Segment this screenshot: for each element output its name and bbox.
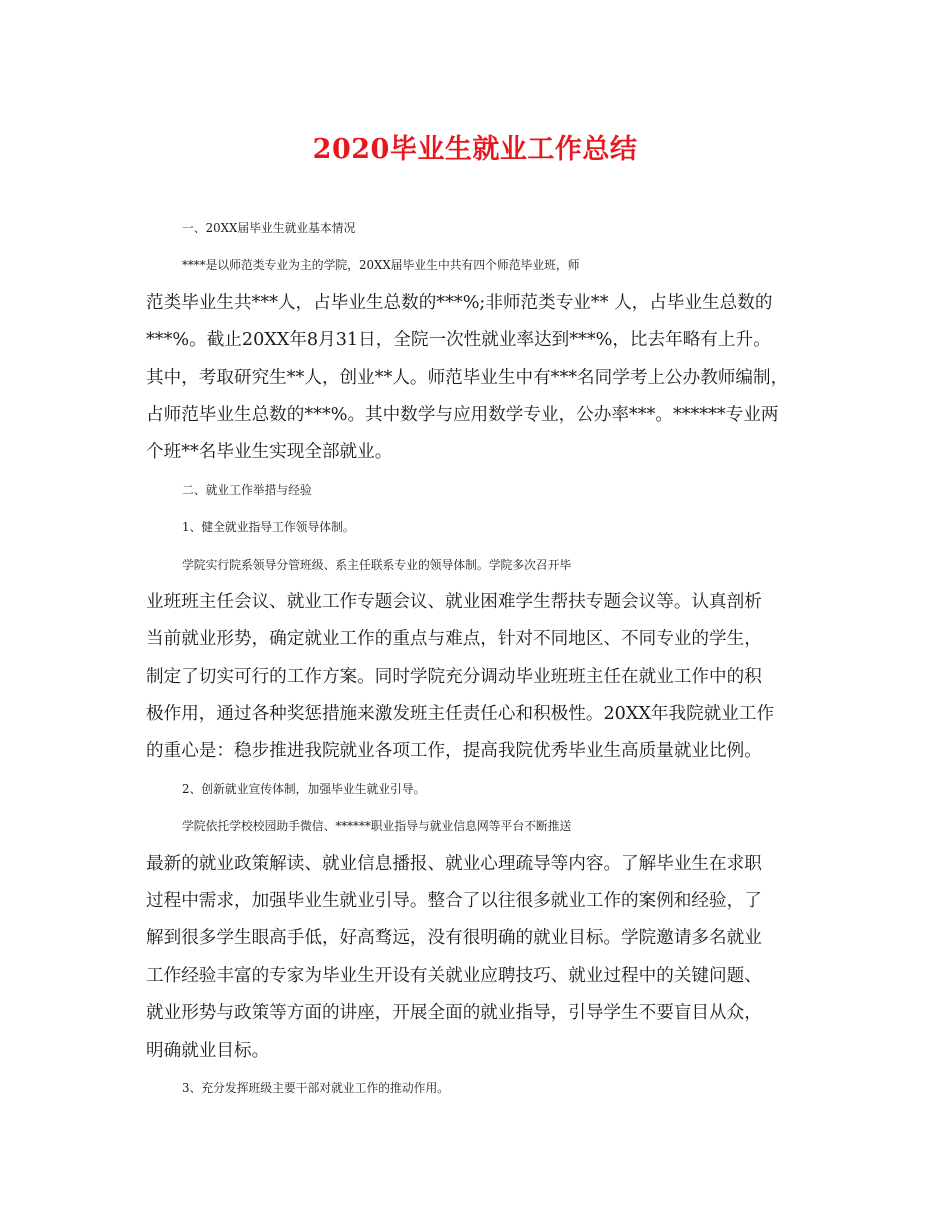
body-line: 其中，考取研究生**人，创业**人。师范毕业生中有***名同学考上公办教师编制， [146, 367, 789, 388]
body-line: 一、20XX届毕业生就业基本情况 [182, 221, 356, 235]
body-line: ****是以师范类专业为主的学院，20XX届毕业生中共有四个师范毕业班，师 [182, 258, 580, 273]
body-line: 3、充分发挥班级主要干部对就业工作的推动作用。 [182, 1080, 450, 1095]
body-line: 二、就业工作举措与经验 [182, 482, 312, 497]
body-line: 占师范毕业生总数的***%。其中数学与应用数学专业，公办率***。******专业两 [146, 404, 779, 425]
document-body [146, 210, 816, 1107]
body-line: 明确就业目标。 [146, 1040, 270, 1061]
body-line: 制定了切实可行的工作方案。同时学院充分调动毕业班班主任在就业工作中的积 [146, 666, 762, 687]
body-line: 工作经验丰富的专家为毕业生开设有关就业应聘技巧、就业过程中的关键问题、 [146, 965, 762, 986]
body-line: 解到很多学生眼高手低，好高骛远，没有很明确的就业目标。学院邀请多名就业 [146, 928, 762, 949]
body-line: 就业形势与政策等方面的讲座，开展全面的就业指导，引导学生不要盲目从众， [146, 1003, 762, 1024]
body-line: 当前就业形势，确定就业工作的重点与难点，针对不同地区、不同专业的学生， [146, 629, 762, 650]
body-line: 1、健全就业指导工作领导体制。 [182, 520, 355, 535]
body-line: 最新的就业政策解读、就业信息播报、就业心理疏导等内容。了解毕业生在求职 [146, 853, 762, 874]
body-line: 业班班主任会议、就业工作专题会议、就业困难学生帮扶专题会议等。认真剖析 [146, 591, 762, 612]
body-line: 的重心是：稳步推进我院就业各项工作，提高我院优秀毕业生高质量就业比例。 [146, 741, 762, 762]
document-title: 2020毕业生就业工作总结 [312, 134, 638, 165]
body-line: 学院实行院系领导分管班级、系主任联系专业的领导体制。学院多次召开毕 [182, 557, 572, 572]
body-line: 2、创新就业宣传体制，加强毕业生就业引导。 [182, 781, 426, 796]
body-line: ***%。截止20XX年8月31日，全院一次性就业率达到***%，比去年略有上升。 [146, 330, 771, 351]
body-line: 学院依托学校校园助手微信、******职业指导与就业信息网等平台不断推送 [182, 819, 572, 834]
body-line: 过程中需求，加强毕业生就业引导。整合了以往很多就业工作的案例和经验，了 [146, 891, 762, 912]
body-line: 个班**名毕业生实现全部就业。 [146, 442, 393, 463]
body-line: 范类毕业生共***人，占毕业生总数的***%;非师范类专业** 人，占毕业生总数的 [146, 292, 773, 313]
body-line: 极作用，通过各种奖惩措施来激发班主任责任心和积极性。20XX年我院就业工作 [146, 704, 775, 725]
